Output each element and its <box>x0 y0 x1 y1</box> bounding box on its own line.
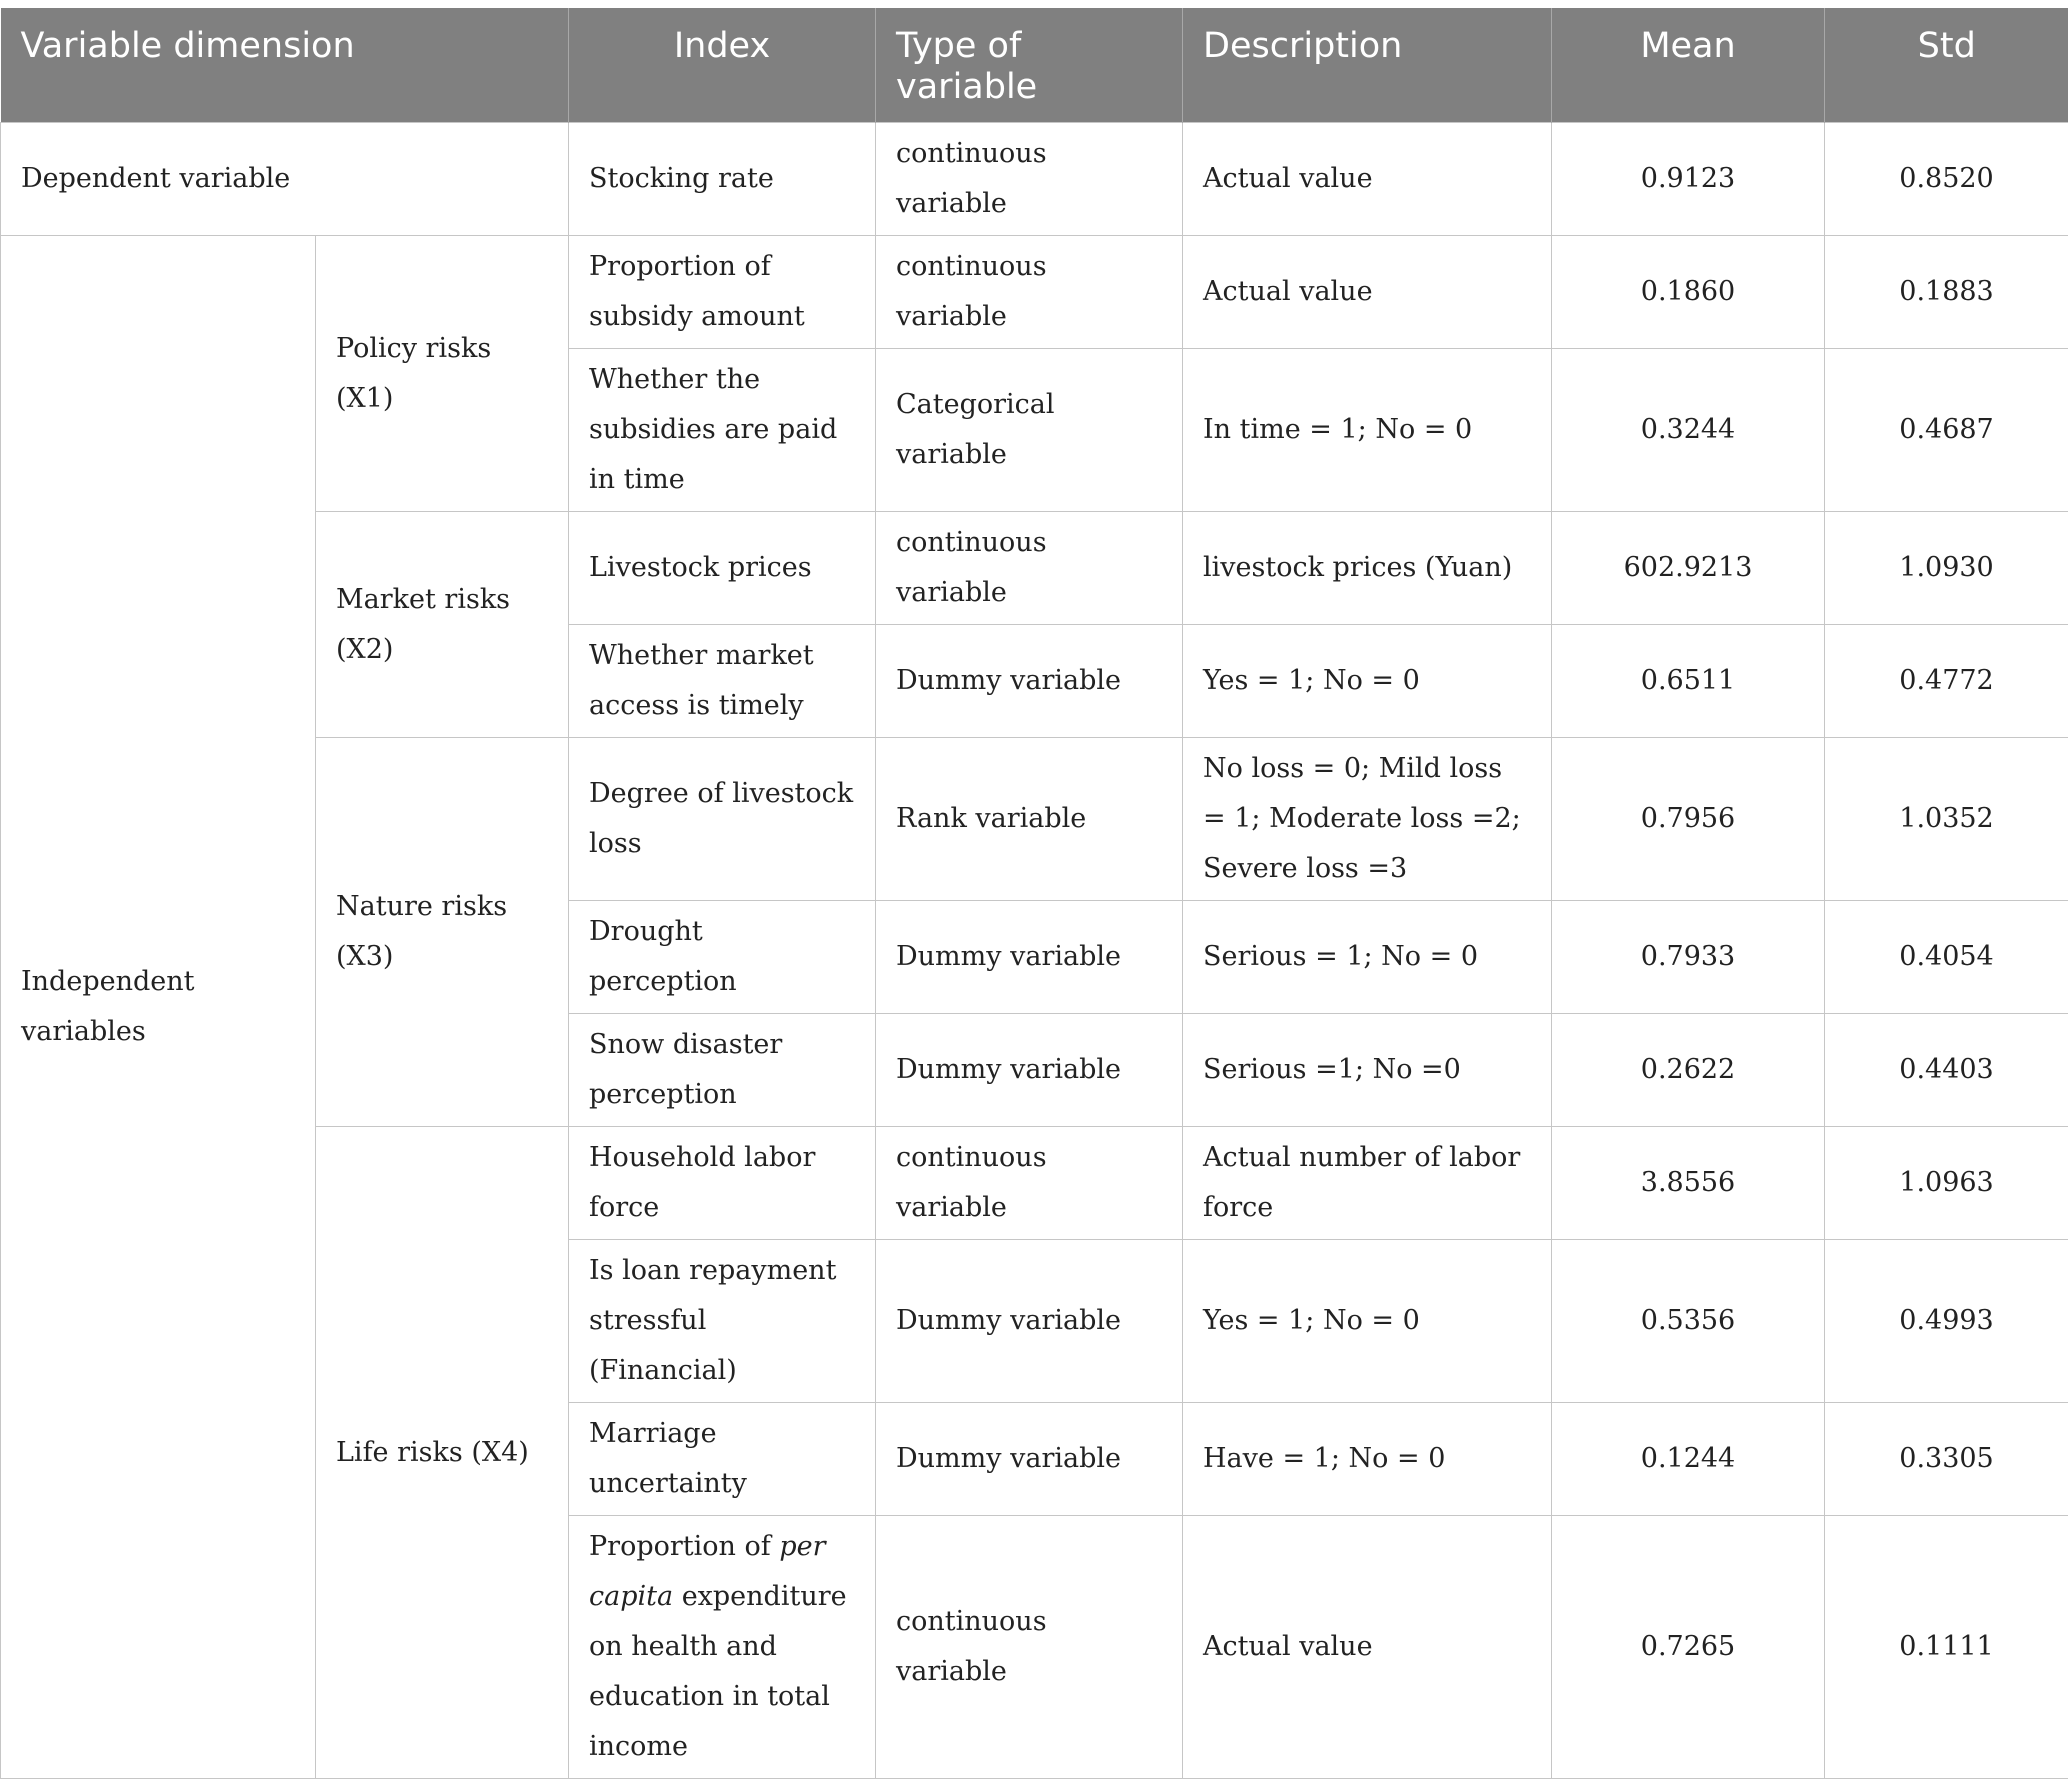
description-cell: Actual number of labor force <box>1183 1127 1552 1240</box>
descriptive-statistics-table <box>0 8 2068 1779</box>
index-cell: Marriage uncertainty <box>569 1403 876 1516</box>
table-row <box>1 236 2068 349</box>
mean-cell: 0.1244 <box>1552 1403 1825 1516</box>
table-container <box>0 8 2068 1779</box>
mean-cell: 0.3244 <box>1552 349 1825 512</box>
type-cell: continuous variable <box>876 1516 1183 1779</box>
type-cell: Dummy variable <box>876 1403 1183 1516</box>
mean-cell: 0.9123 <box>1552 123 1825 236</box>
mean-cell: 0.5356 <box>1552 1240 1825 1403</box>
type-cell: Dummy variable <box>876 901 1183 1014</box>
type-cell: Dummy variable <box>876 1014 1183 1127</box>
index-cell: Whether the subsidies are paid in time <box>569 349 876 512</box>
header-std: Std <box>1825 8 2068 123</box>
std-cell: 1.0930 <box>1825 512 2068 625</box>
header-variable-dimension: Variable dimension <box>1 8 569 123</box>
type-cell: Categorical variable <box>876 349 1183 512</box>
std-cell: 0.3305 <box>1825 1403 2068 1516</box>
type-cell: Rank variable <box>876 738 1183 901</box>
description-cell: livestock prices (Yuan) <box>1183 512 1552 625</box>
subgroup-policy-risks: Policy risks (X1) <box>316 236 569 512</box>
index-cell: Is loan repayment stressful (Financial) <box>569 1240 876 1403</box>
mean-cell: 0.6511 <box>1552 625 1825 738</box>
std-cell: 0.4054 <box>1825 901 2068 1014</box>
index-text-part: expenditure on health and education in total income <box>589 1581 847 1762</box>
index-cell: Snow disaster perception <box>569 1014 876 1127</box>
std-cell: 0.4403 <box>1825 1014 2068 1127</box>
group-dependent-variable: Dependent variable <box>1 123 569 236</box>
index-cell: Stocking rate <box>569 123 876 236</box>
description-cell: Serious =1; No =0 <box>1183 1014 1552 1127</box>
table-body <box>1 123 2068 1779</box>
index-cell: Whether market access is timely <box>569 625 876 738</box>
mean-cell: 0.7265 <box>1552 1516 1825 1779</box>
std-cell: 1.0963 <box>1825 1127 2068 1240</box>
index-text-italic: per capita <box>589 1531 826 1612</box>
description-cell: Serious = 1; No = 0 <box>1183 901 1552 1014</box>
index-cell: Household labor force <box>569 1127 876 1240</box>
index-cell: Drought perception <box>569 901 876 1014</box>
mean-cell: 3.8556 <box>1552 1127 1825 1240</box>
group-independent-variables: Independent variables <box>1 236 316 1779</box>
mean-cell: 0.7933 <box>1552 901 1825 1014</box>
type-cell: continuous variable <box>876 512 1183 625</box>
header-mean: Mean <box>1552 8 1825 123</box>
type-cell: Dummy variable <box>876 1240 1183 1403</box>
index-cell: Degree of livestock loss <box>569 738 876 901</box>
std-cell: 0.4993 <box>1825 1240 2068 1403</box>
std-cell: 0.4687 <box>1825 349 2068 512</box>
index-cell <box>569 1516 876 1779</box>
description-cell: No loss = 0; Mild loss = 1; Moderate loss =2; Severe loss =3 <box>1183 738 1552 901</box>
mean-cell: 0.7956 <box>1552 738 1825 901</box>
std-cell: 0.4772 <box>1825 625 2068 738</box>
mean-cell: 0.1860 <box>1552 236 1825 349</box>
description-cell: Yes = 1; No = 0 <box>1183 625 1552 738</box>
subgroup-nature-risks: Nature risks (X3) <box>316 738 569 1127</box>
mean-cell: 0.2622 <box>1552 1014 1825 1127</box>
type-cell: continuous variable <box>876 1127 1183 1240</box>
description-cell: Yes = 1; No = 0 <box>1183 1240 1552 1403</box>
subgroup-life-risks: Life risks (X4) <box>316 1127 569 1779</box>
description-cell: Actual value <box>1183 1516 1552 1779</box>
table-row <box>1 123 2068 236</box>
description-cell: Actual value <box>1183 123 1552 236</box>
mean-cell: 602.9213 <box>1552 512 1825 625</box>
description-cell: In time = 1; No = 0 <box>1183 349 1552 512</box>
index-text-part: Proportion of <box>589 1531 779 1562</box>
header-type: Type of variable <box>876 8 1183 123</box>
header-row <box>1 8 2068 123</box>
type-cell: continuous variable <box>876 236 1183 349</box>
subgroup-market-risks: Market risks (X2) <box>316 512 569 738</box>
header-description: Description <box>1183 8 1552 123</box>
index-cell: Proportion of subsidy amount <box>569 236 876 349</box>
table-header <box>1 8 2068 123</box>
header-index: Index <box>569 8 876 123</box>
type-cell: continuous variable <box>876 123 1183 236</box>
std-cell: 0.1883 <box>1825 236 2068 349</box>
description-cell: Have = 1; No = 0 <box>1183 1403 1552 1516</box>
std-cell: 1.0352 <box>1825 738 2068 901</box>
std-cell: 0.8520 <box>1825 123 2068 236</box>
type-cell: Dummy variable <box>876 625 1183 738</box>
description-cell: Actual value <box>1183 236 1552 349</box>
std-cell: 0.1111 <box>1825 1516 2068 1779</box>
index-cell: Livestock prices <box>569 512 876 625</box>
